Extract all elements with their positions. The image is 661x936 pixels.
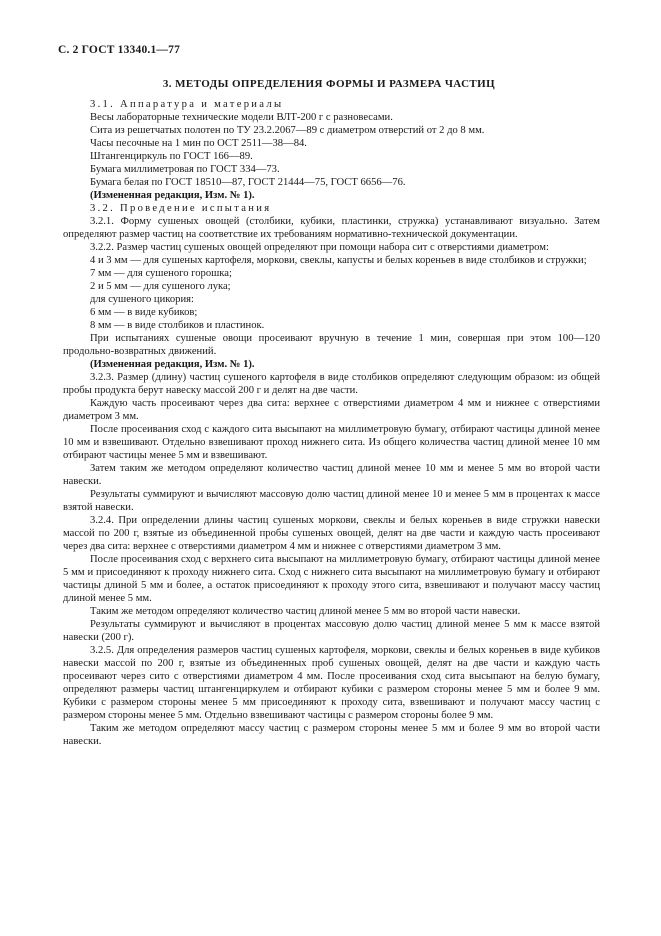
paragraph: 3.2.4. При определении длины частиц сушеных моркови, свеклы и белых кореньев в виде стружки навески массой по 200 г, взятые из объединенной пробы сушеных овощей, делят на две части и каждую часть просеивают через два сита: верхнее с отверстиями диаметром 4 мм и нижнее с отверстиями диаметром 3 мм. bbox=[63, 515, 600, 552]
amendment-note: (Измененная редакция, Изм. № 1). bbox=[90, 359, 255, 370]
paragraph: Результаты суммируют и вычисляют в процентах массовую долю частиц длиной менее 5 мм к массе взятой навески (200 г). bbox=[63, 619, 600, 643]
list-item: 2 и 5 мм — для сушеного лука; bbox=[90, 281, 231, 292]
paragraph: Таким же методом определяют количество частиц длиной менее 5 мм во второй части навески. bbox=[90, 606, 521, 617]
amendment-note: (Измененная редакция, Изм. № 1). bbox=[90, 190, 255, 201]
paragraph: Часы песочные на 1 мин по ОСТ 2511—38—84. bbox=[90, 138, 307, 149]
paragraph: 3.2.1. Форму сушеных овощей (столбики, кубики, пластинки, стружка) устанавливают визуально. Затем определяют размер частиц на соответствие их требованиям нормативно-технической документации. bbox=[63, 216, 600, 240]
paragraph: Сита из решетчатых полотен по ТУ 23.2.2067—89 с диаметром отверстий от 2 до 8 мм. bbox=[90, 125, 485, 136]
paragraph: 4 и 3 мм — для сушеных картофеля, моркови, свеклы, капусты и белых кореньев в виде столбиков и стружки; bbox=[90, 255, 587, 266]
subsection-heading-apparatus: 3.1. Аппаратура и материалы bbox=[90, 99, 284, 110]
paragraph: Каждую часть просеивают через два сита: верхнее с отверстиями диаметром 4 мм и нижнее с отверстиями диаметром 3 мм. bbox=[63, 398, 600, 422]
paragraph: Бумага белая по ГОСТ 18510—87, ГОСТ 21444—75, ГОСТ 6656—76. bbox=[90, 177, 406, 188]
paragraph: 3.2.5. Для определения размеров частиц сушеных картофеля, моркови, свеклы и белых кореньев в виде кубиков навески массой по 200 г, взятые из объединенных проб сушеных овощей, делят на две части и каждую часть просеивают через сито с отверстиями диаметром 4 мм. После просеивания сход сита высыпают на белую бумагу, определяют размеры частиц штангенциркулем и отбирают кубики с размером стороны менее 5 мм и более 9 мм. Кубики с размером стороны менее 5 мм присоединяют к проходу сита, взвешивают и получают массу частиц с размером стороны менее 5 мм. Отдельно взвешивают частицы с размером стороны более 9 мм. bbox=[63, 645, 600, 721]
document-body bbox=[63, 98, 600, 748]
page-header: С. 2 ГОСТ 13340.1—77 bbox=[58, 44, 181, 56]
section-title: 3. МЕТОДЫ ОПРЕДЕЛЕНИЯ ФОРМЫ И РАЗМЕРА ЧАСТИЦ bbox=[162, 78, 496, 90]
paragraph: После просеивания сход с верхнего сита высыпают на миллиметровую бумагу, отбирают частицы длиной менее 5 мм и присоединяют к проходу нижнего сита. Сход с нижнего сита высыпают на миллиметровую бумагу и отбирают частицы длиной 5 мм и более, а остаток присоединяют к проходу этого сита, взвешивают и получают массу частиц длиной менее 5 мм. bbox=[63, 554, 600, 604]
paragraph: Результаты суммируют и вычисляют массовую долю частиц длиной менее 10 и менее 5 мм в процентах к массе взятой навески. bbox=[63, 489, 600, 513]
list-item: 8 мм — в виде столбиков и пластинок. bbox=[90, 320, 265, 331]
paragraph: 3.2.2. Размер частиц сушеных овощей определяют при помощи набора сит с отверстиями диаметром: bbox=[90, 242, 549, 253]
paragraph: Таким же методом определяют массу частиц с размером стороны менее 5 мм и более 9 мм во второй части навески. bbox=[63, 723, 600, 747]
paragraph: Затем таким же методом определяют количество частиц длиной менее 10 мм и менее 5 мм во второй части навески. bbox=[63, 463, 600, 487]
list-item: для сушеного цикория: bbox=[90, 294, 194, 305]
paragraph: 3.2.3. Размер (длину) частиц сушеного картофеля в виде столбиков определяют следующим образом: из общей пробы продукта берут навеску массой 200 г и делят на две части. bbox=[63, 372, 600, 396]
paragraph: После просеивания сход с каждого сита высыпают на миллиметровую бумагу, отбирают частицы длиной менее 10 мм и взвешивают. Отдельно взвешивают проход нижнего сита. Из общего количества частиц длиной менее 10 мм отбирают частицы менее 5 мм и взвешивают. bbox=[63, 424, 600, 461]
paragraph: Весы лабораторные технические модели ВЛТ-200 г с разновесами. bbox=[90, 112, 393, 123]
list-item: 6 мм — в виде кубиков; bbox=[90, 307, 198, 318]
paragraph: Бумага миллиметровая по ГОСТ 334—73. bbox=[90, 164, 280, 175]
subsection-heading-procedure: 3.2. Проведение испытания bbox=[90, 203, 272, 214]
paragraph: При испытаниях сушеные овощи просеивают вручную в течение 1 мин, совершая при этом 100—120 продольно-возвратных движений. bbox=[63, 333, 600, 357]
paragraph: Штангенциркуль по ГОСТ 166—89. bbox=[90, 151, 253, 162]
list-item: 7 мм — для сушеного горошка; bbox=[90, 268, 232, 279]
